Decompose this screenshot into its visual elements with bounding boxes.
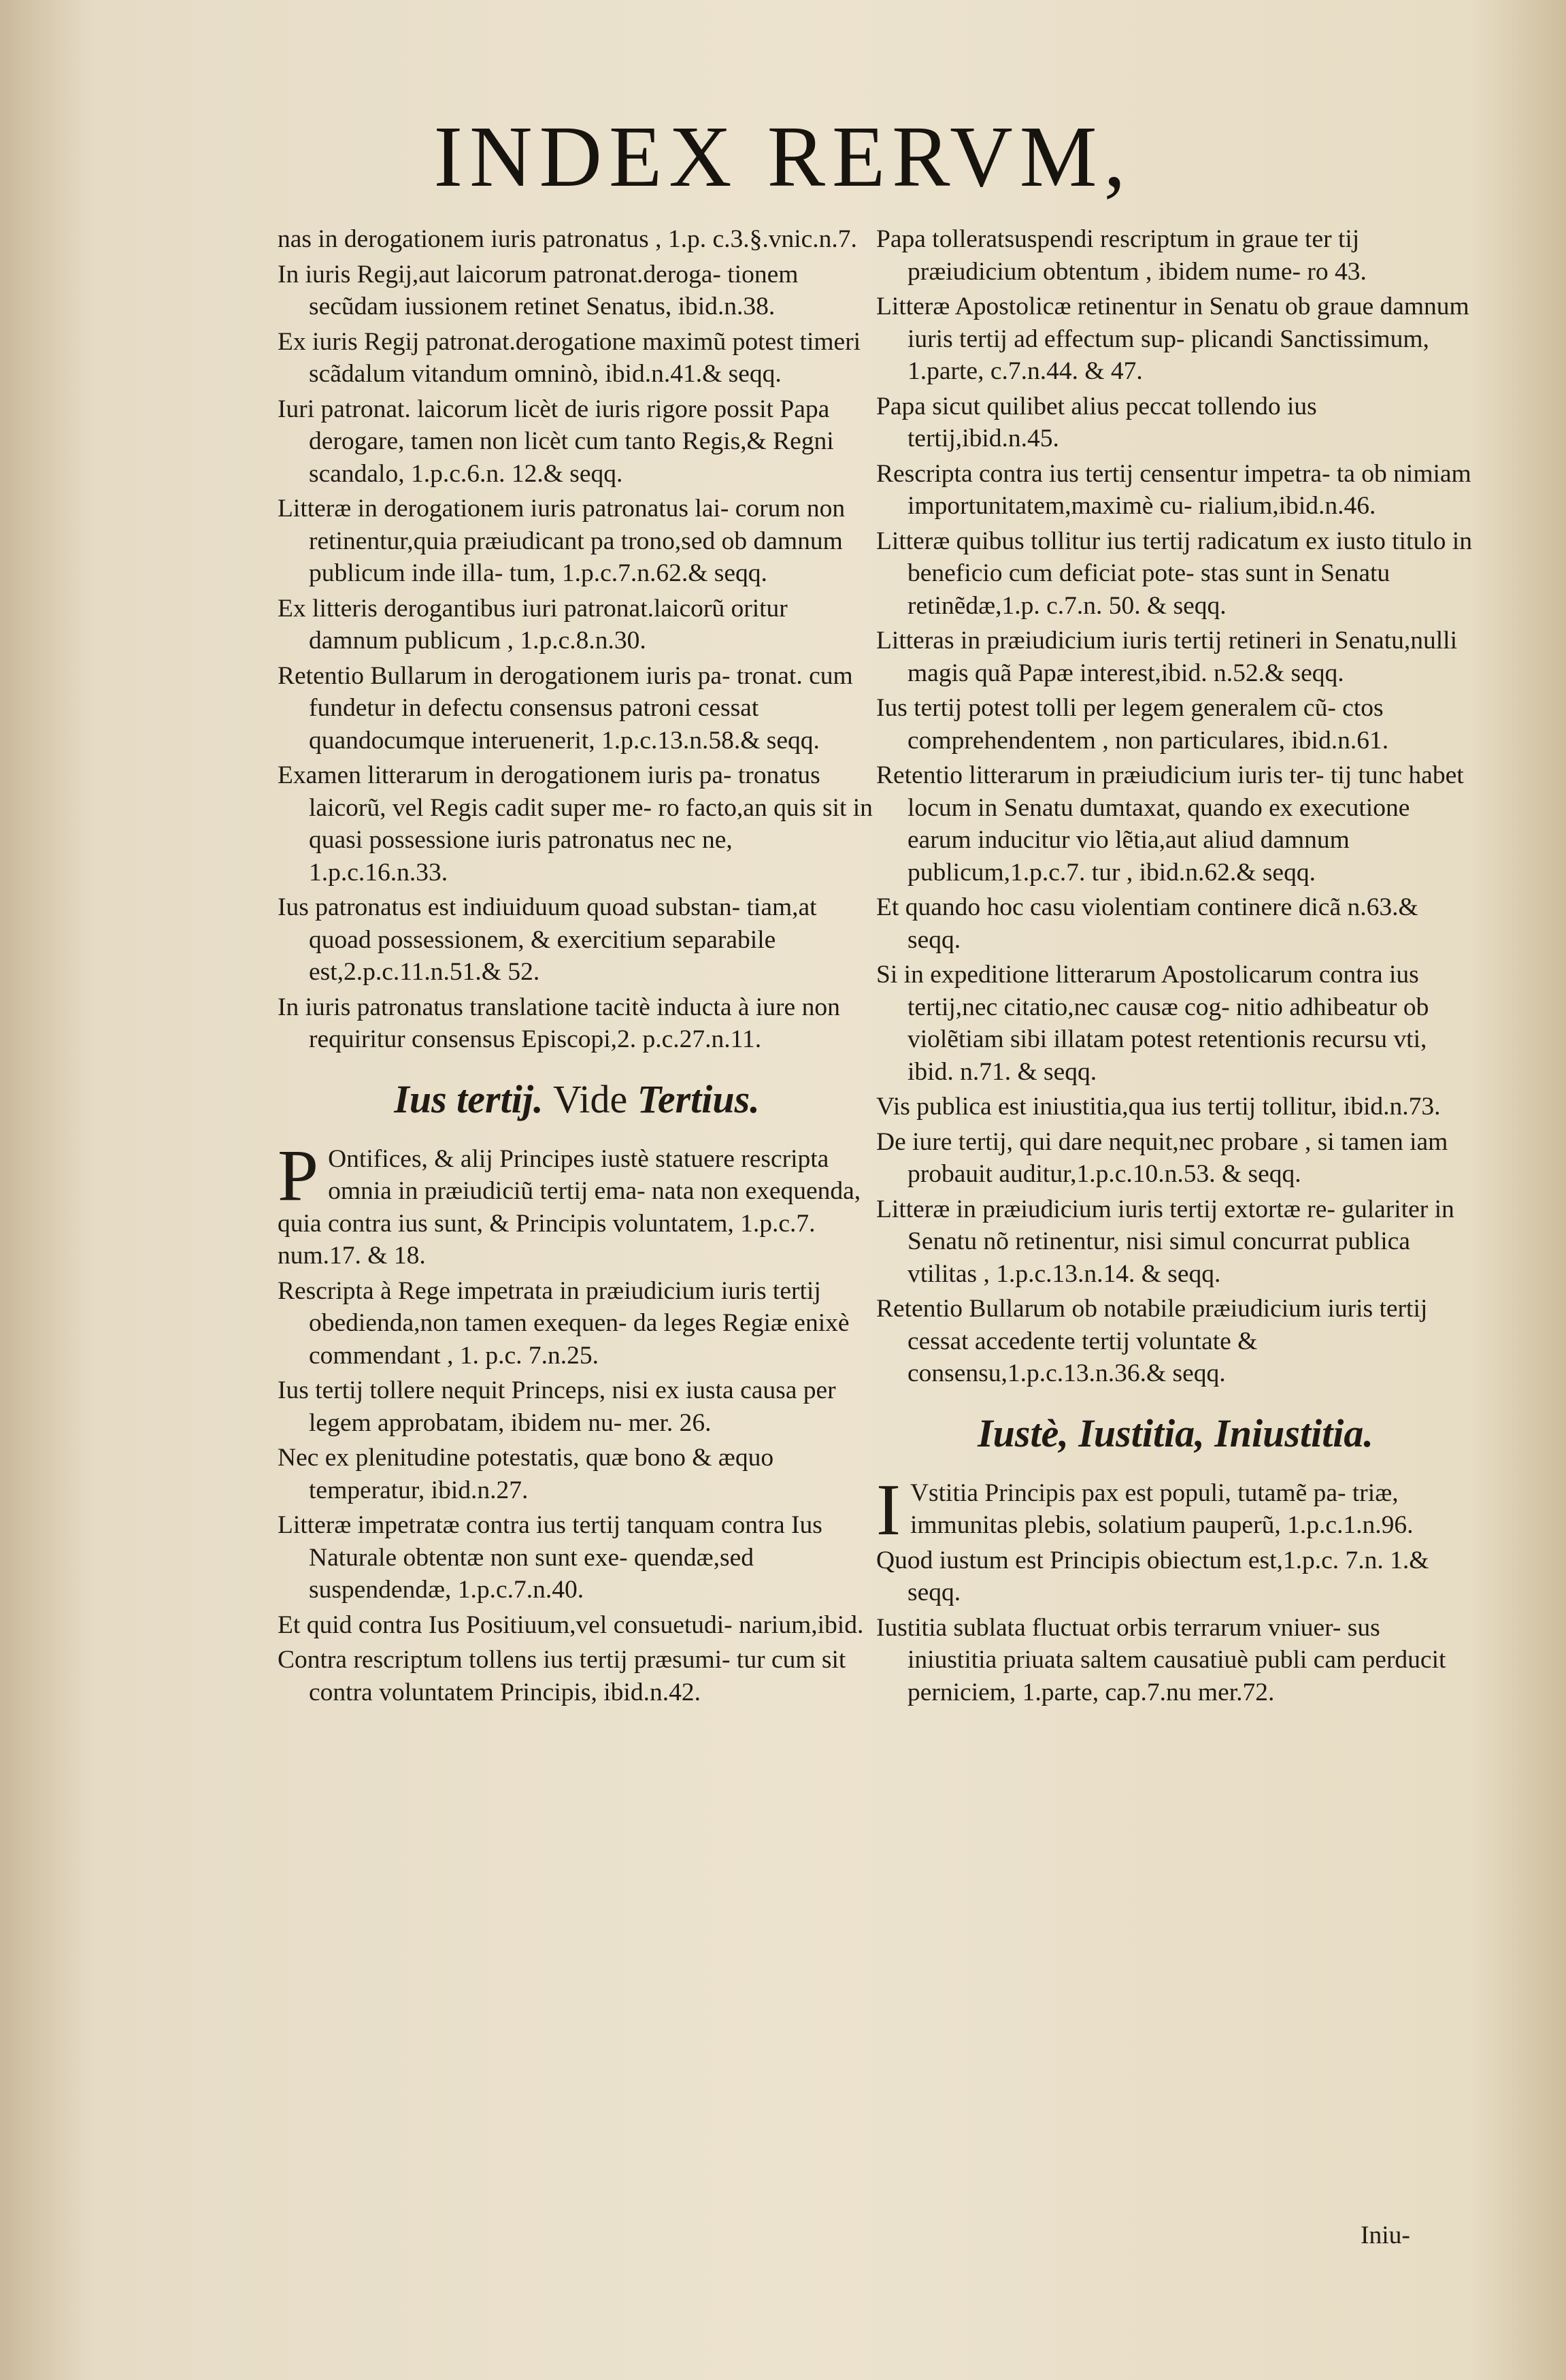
- index-entry: Rescripta à Rege impetrata in præiudicium iuris tertij obedienda,non tamen exequen- da leges Regiæ enixè commendant , 1. p.c. 7.n.25.: [278, 1276, 850, 1370]
- right-entries-group-b: [876, 1544, 1475, 1709]
- index-entry: Retentio Bullarum in derogationem iuris pa- tronat. cum fundetur in defectu consensus patroni cessat quandocumque interuenerit, 1.p.c.13.n.58.& seqq.: [278, 661, 853, 755]
- index-entry: Retentio litterarum in præiudicium iuris ter- tij tunc habet locum in Senatu dumtaxat, quando ex executione earum inducitur vio lẽtia,aut aliud damnum publicum,1.p.c.7. tur , ibid.n.62.& seqq.: [876, 761, 1464, 887]
- drop-cap-letter: I: [876, 1469, 901, 1551]
- left-column: [278, 223, 876, 1711]
- left-entries-group-b: [278, 1275, 876, 1709]
- cross-reference-vide: Vide: [552, 1076, 628, 1121]
- index-entry: Ius tertij tollere nequit Princeps, nisi ex iusta causa per legem approbatam, ibidem nu- mer. 26.: [278, 1376, 836, 1437]
- index-entry: Litteræ Apostolicæ retinentur in Senatu ob graue damnum iuris tertij ad effectum sup- plicandi Sanctissimum, 1.parte, c.7.n.44. & 47.: [876, 293, 1469, 385]
- cross-reference-term: Tertius.: [637, 1076, 760, 1121]
- index-entry: nas in derogationem iuris patronatus , 1.p. c.3.§.vnic.n.7.: [278, 225, 857, 253]
- index-entry: Contra rescriptum tollens ius tertij præsumi- tur cum sit contra voluntatem Principis, ibid.n.42.: [278, 1646, 846, 1706]
- index-entry-text: Vstitia Principis pax est populi, tutamẽ pa- triæ, immunitas plebis, solatium pauperũ, 1.p.c.1.n.96.: [910, 1478, 1414, 1539]
- index-entry: Litteræ in præiudicium iuris tertij extortæ re- gulariter in Senatu nõ retinentur, nisi simul concurrat publica vtilitas , 1.p.c.13.n.14. & seqq.: [876, 1195, 1454, 1288]
- index-entry: Ius tertij potest tolli per legem generalem cũ- ctos comprehendentem , non particulares, ibid.n.61.: [876, 694, 1389, 755]
- section-heading-term: Ius tertij.: [394, 1076, 544, 1121]
- right-column: [876, 223, 1475, 1711]
- index-entry: Si in expeditione litterarum Apostolicarum contra ius tertij,nec citatio,nec causæ cog- nitio adhibeatur ob violẽtiam sibi illatam potest retentionis recursu vti, ibid. n.71. & seqq.: [876, 961, 1429, 1086]
- index-entry-with-dropcap: [876, 1469, 1475, 1551]
- index-entry: Litteræ impetratæ contra ius tertij tanquam contra Ius Naturale obtentæ non sunt exe- quendæ,sed suspendendæ, 1.p.c.7.n.40.: [278, 1511, 822, 1604]
- index-entry: Examen litterarum in derogationem iuris pa- tronatus laicorũ, vel Regis cadit super me- ro facto,an quis sit in quasi possessione iuris patronatus nec ne, 1.p.c.16.n.33.: [278, 761, 873, 887]
- index-entry: In iuris patronatus translatione tacitè inducta à iure non requiritur consensus Episcopi,2. p.c.27.n.11.: [278, 993, 840, 1053]
- index-entry: De iure tertij, qui dare nequit,nec probare , si tamen iam probauit auditur,1.p.c.10.n.53. & seqq.: [876, 1127, 1448, 1188]
- index-entry: Retentio Bullarum ob notabile præiudicium iuris tertij cessat accedente tertij voluntate & consensu,1.p.c.13.n.36.& seqq.: [876, 1295, 1428, 1387]
- catchword: Iniu-: [1361, 2221, 1410, 2249]
- index-entry: Papa tolleratsuspendi rescriptum in graue ter tij præiudicium obtentum , ibidem nume- ro 43.: [876, 225, 1367, 286]
- index-entry: Et quid contra Ius Positiuum,vel consuetudi- narium,ibid.: [278, 1610, 864, 1639]
- page-title: INDEX RERVM,: [433, 108, 1133, 205]
- index-entry: Vis publica est iniustitia,qua ius tertij tollitur, ibid.n.73.: [876, 1093, 1441, 1121]
- section-heading-iustitia: Iustè, Iustitia, Iniustitia.: [978, 1410, 1373, 1455]
- index-entry: Nec ex plenitudine potestatis, quæ bono & æquo temperatur, ibid.n.27.: [278, 1444, 774, 1504]
- index-entry: Et quando hoc casu violentiam continere dicã n.63.& seqq.: [876, 893, 1418, 954]
- page-header: [0, 102, 1566, 211]
- index-entry: Papa sicut quilibet alius peccat tollendo ius tertij,ibid.n.45.: [876, 392, 1317, 452]
- index-entry: Litteras in præiudicium iuris tertij retineri in Senatu,nulli magis quã Papæ interest,ibid. n.52.& seqq.: [876, 627, 1458, 687]
- index-entry: Ius patronatus est indiuiduum quoad substan- tiam,at quoad possessionem, & exercitium separabile est,2.p.c.11.n.51.& 52.: [278, 893, 817, 986]
- index-entry: Rescripta contra ius tertij censentur impetra- ta ob nimiam importunitatem,maximè cu- rialium,ibid.n.46.: [876, 459, 1471, 520]
- index-entry: Iustitia sublata fluctuat orbis terrarum vniuer- sus iniustitia priuata saltem causatiuè publi cam perducit perniciem, 1.parte, cap.7.nu mer.72.: [876, 1613, 1446, 1706]
- index-entry-text: Ontifices, & alij Principes iustè statuere rescripta omnia in præiudiciũ tertij ema- nata non exequenda, quia contra ius sunt, & Principis voluntatem, 1.p.c.7. num.17. & 18.: [278, 1144, 861, 1270]
- index-entry: Litteræ in derogationem iuris patronatus lai- corum non retinentur,quia præiudicant pa trono,sed ob damnum publicum inde illa- tum, 1.p.c.7.n.62.& seqq.: [278, 495, 846, 587]
- index-entry: Ex litteris derogantibus iuri patronat.laicorũ oritur damnum publicum , 1.p.c.8.n.30.: [278, 594, 788, 655]
- drop-cap-letter: P: [278, 1135, 319, 1217]
- index-entry: Quod iustum est Principis obiectum est,1.p.c. 7.n. 1.& seqq.: [876, 1546, 1429, 1606]
- section-heading-ius-tertij: [278, 1072, 876, 1127]
- index-entry: Litteræ quibus tollitur ius tertij radicatum ex iusto titulo in beneficio cum deficiat pote- stas sunt in Senatu retinẽdæ,1.p. c.7.n. 50. & seqq.: [876, 527, 1472, 620]
- index-entry: Ex iuris Regij patronat.derogatione maximũ potest timeri scãdalum vitandum omninò, ibid.n.41.& seqq.: [278, 327, 861, 388]
- index-entry-with-dropcap: [278, 1135, 876, 1272]
- index-entry: Iuri patronat. laicorum licèt de iuris rigore possit Papa derogare, tamen non licèt cum tanto Regis,& Regni scandalo, 1.p.c.6.n. 12.& seqq.: [278, 395, 834, 488]
- left-entries-group-a: [278, 223, 876, 1056]
- index-entry: In iuris Regij,aut laicorum patronat.deroga- tionem secũdam iussionem retinet Senatus, ibid.n.38.: [278, 260, 799, 320]
- right-entries-group-a: [876, 223, 1475, 1390]
